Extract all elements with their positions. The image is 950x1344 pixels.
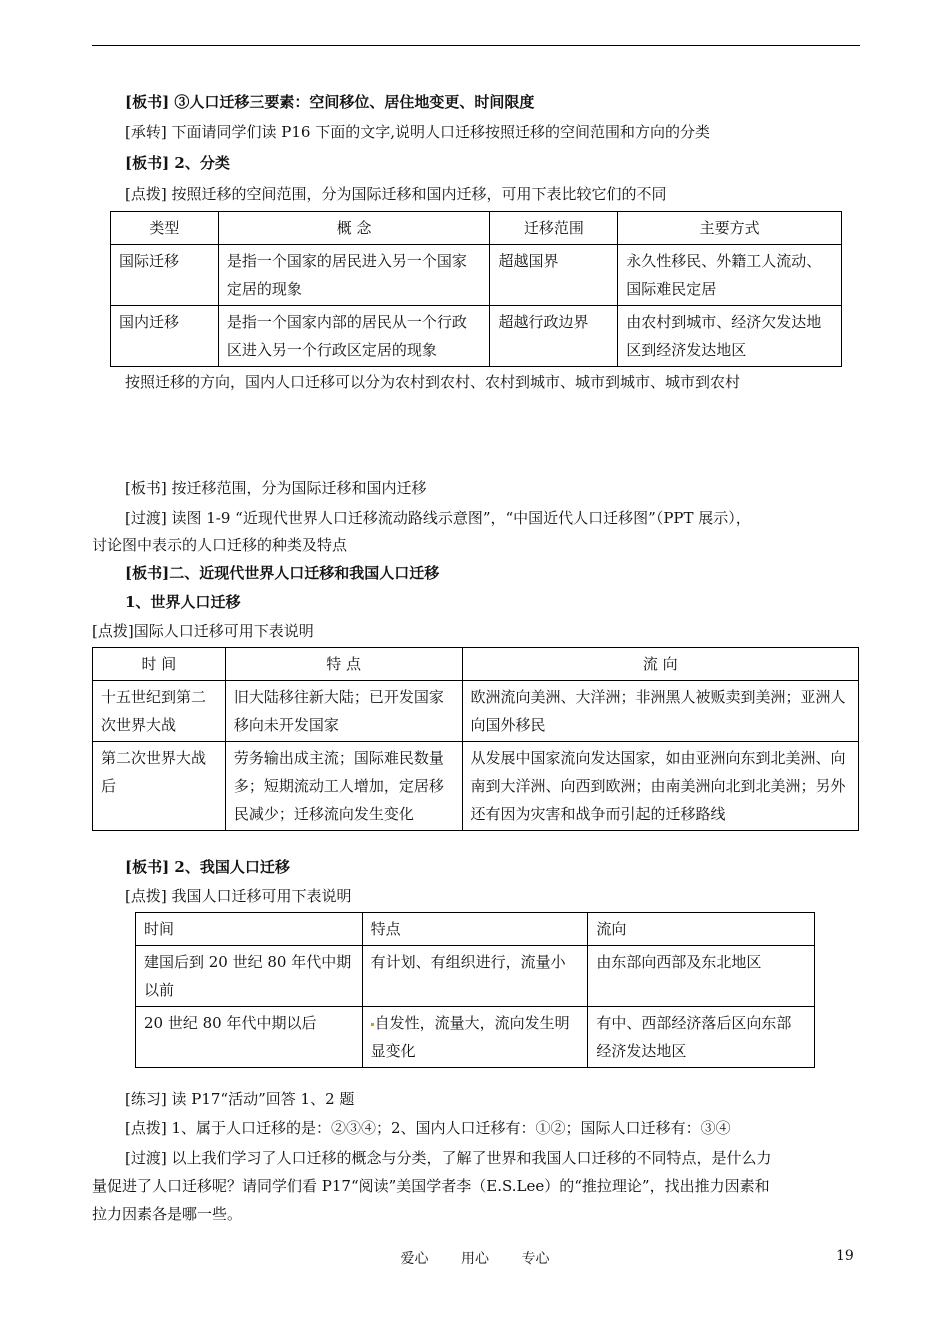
table-world-migration [92, 647, 859, 831]
table-row [136, 1007, 815, 1068]
table-cell: 是指一个国家内部的居民从一个行政区进入另一个行政区定居的现象 [218, 306, 490, 367]
table-cell: 由农村到城市、经济欠发达地区到经济发达地区 [618, 306, 842, 367]
table-row [111, 306, 842, 367]
line-board-classification: [板书] 2、分类 [125, 154, 230, 172]
table-cell: 有计划、有组织进行，流量小 [362, 946, 588, 1007]
line-exercise: [练习] 读 P17“活动”回答 1、2 题 [125, 1090, 355, 1108]
table-cell: 第二次世界大战后 [93, 742, 226, 831]
line-world-migration-heading: 1、世界人口迁移 [125, 593, 241, 611]
footer-text: 爱心 [400, 1251, 429, 1267]
table-header-cell: 流向 [588, 913, 815, 946]
table-cell: 十五世纪到第二次世界大战 [93, 681, 226, 742]
table-row [136, 946, 815, 1007]
table-cell-text: 自发性，流量大，流向发生明显变化 [370, 1014, 570, 1060]
line-board-section-two: [板书]二、近现代世界人口迁移和我国人口迁移 [125, 564, 440, 582]
table-cell: 国际迁移 [111, 245, 219, 306]
table-migration-types [110, 211, 842, 367]
table-header-cell: 时间 [136, 913, 363, 946]
table-cell: 有中、西部经济落后区向东部经济发达地区 [588, 1007, 815, 1068]
table-header-cell: 类型 [111, 212, 219, 245]
table-header-cell: 特点 [362, 913, 588, 946]
table-header-row [111, 212, 842, 245]
table-cell: 建国后到 20 世纪 80 年代中期以前 [136, 946, 363, 1007]
table-header-row [136, 913, 815, 946]
cursor-mark [371, 1023, 374, 1026]
line-transition-push-pull-cont: 量促进了人口迁移呢？请同学们看 P17“阅读”美国学者李（E.S.Lee）的“推拉理论”，找出推力因素和 [92, 1177, 770, 1195]
line-hint-international: [点拨]国际人口迁移可用下表说明 [92, 622, 314, 640]
table-cell [362, 1007, 588, 1068]
line-board-china-migration: [板书] 2、我国人口迁移 [125, 858, 290, 876]
page-number: 19 [836, 1248, 854, 1264]
line-hint-spatial-range: [点拨] 按照迁移的空间范围，分为国际迁移和国内迁移，可用下表比较它们的不同 [125, 185, 667, 203]
table-header-cell: 迁移范围 [490, 212, 618, 245]
line-hint-china: [点拨] 我国人口迁移可用下表说明 [125, 887, 352, 905]
table-cell: 从发展中国家流向发达国家，如由亚洲向东到北美洲、向南到大洋洲、向西到欧洲；由南美洲向北到北美洲；另外还有因为灾害和战争而引起的迁移路线 [462, 742, 858, 831]
table-row [93, 681, 859, 742]
table-header-cell: 时 间 [93, 648, 226, 681]
table-header-cell: 流 向 [462, 648, 858, 681]
table-cell: 永久性移民、外籍工人流动、国际难民定居 [618, 245, 842, 306]
table-header-cell: 特 点 [225, 648, 462, 681]
line-transition-push-pull-end: 拉力因素各是哪一些。 [92, 1205, 243, 1223]
table-cell: 旧大陆移往新大陆；已开发国家移向未开发国家 [225, 681, 462, 742]
table-china-migration [135, 912, 815, 1068]
table-header-row [93, 648, 859, 681]
line-board-range: [板书] 按迁移范围，分为国际迁移和国内迁移 [125, 479, 427, 497]
table-cell: 国内迁移 [111, 306, 219, 367]
table-cell: 超越国界 [490, 245, 618, 306]
line-transition-push-pull: [过渡] 以上我们学习了人口迁移的概念与分类，了解了世界和我国人口迁移的不同特点，是什么力 [125, 1149, 772, 1167]
table-cell: 超越行政边界 [490, 306, 618, 367]
line-transition-classification: [承转] 下面请同学们读 P16 下面的文字,说明人口迁移按照迁移的空间范围和方向的分类 [125, 123, 710, 141]
table-header-cell: 主要方式 [618, 212, 842, 245]
table-row [111, 245, 842, 306]
line-hint-answers: [点拨] 1、属于人口迁移的是：②③④；2、国内人口迁移有：①②；国际人口迁移有：③④ [125, 1119, 731, 1137]
page-footer [0, 1248, 950, 1268]
table-cell: 20 世纪 80 年代中期以后 [136, 1007, 363, 1068]
table-row [93, 742, 859, 831]
line-direction-classification: 按照迁移的方向，国内人口迁移可以分为农村到农村、农村到城市、城市到城市、城市到农村 [125, 373, 741, 391]
line-transition-maps-cont: 讨论图中表示的人口迁移的种类及特点 [92, 536, 348, 554]
table-cell: 欧洲流向美洲、大洋洲；非洲黑人被贩卖到美洲；亚洲人向国外移民 [462, 681, 858, 742]
table-cell: 由东部向西部及东北地区 [588, 946, 815, 1007]
table-cell: 是指一个国家的居民进入另一个国家定居的现象 [218, 245, 490, 306]
footer-text: 用心 [461, 1251, 489, 1267]
header-rule [92, 45, 860, 46]
line-transition-maps: [过渡] 读图 1-9 “近现代世界人口迁移流动路线示意图”，“中国近代人口迁移图”（PPT 展示）， [125, 509, 751, 527]
table-cell: 劳务输出成主流；国际难民数量多；短期流动工人增加，定居移民减少；迁移流向发生变化 [225, 742, 462, 831]
line-board-three-elements: [板书] ③人口迁移三要素：空间移位、居住地变更、时间限度 [125, 93, 535, 111]
table-header-cell: 概 念 [218, 212, 490, 245]
footer-text: 专心 [521, 1251, 550, 1267]
